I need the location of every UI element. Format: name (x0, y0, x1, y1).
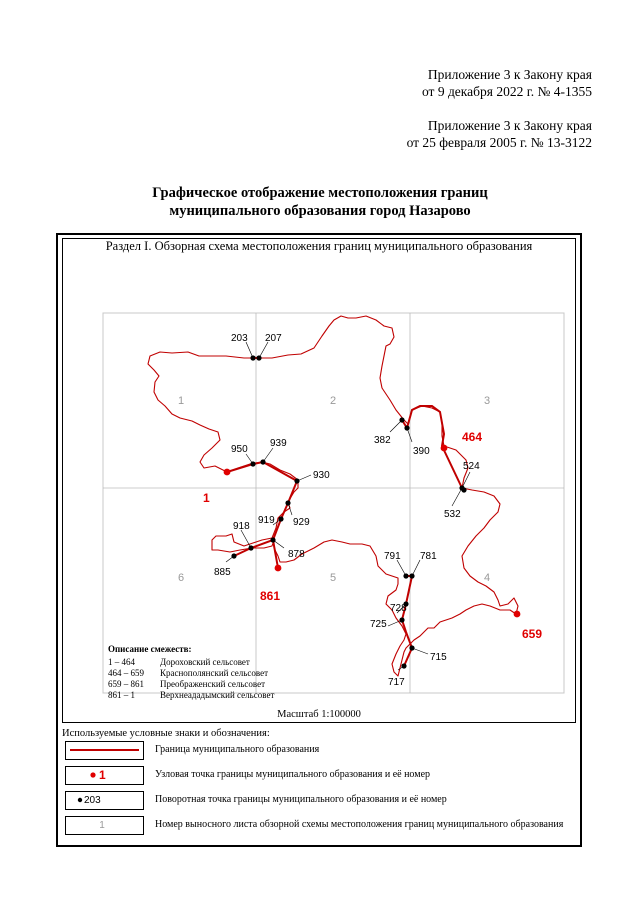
title-line-2: муниципального образования город Назарово (169, 203, 471, 219)
label-nodal-861: 861 (260, 589, 281, 603)
adjacency-name-3: Преображенский сельсовет (160, 679, 266, 689)
sheet-number-1: 1 (178, 395, 185, 407)
legend-text-nodal: Узловая точка границы муниципального образования и её номер (155, 769, 431, 780)
label-919: 919 (258, 515, 275, 526)
turning-point-939 (260, 459, 265, 464)
turning-point-950 (250, 461, 255, 466)
nodal-point-861 (275, 565, 282, 572)
legend-text-sheet: Номер выносного листа обзорной схемы местоположения границ муниципального образования (155, 819, 564, 830)
adjacency-range-3: 659 – 861 (108, 679, 144, 689)
label-791: 791 (384, 551, 401, 562)
nodal-point-659 (514, 611, 521, 618)
label-728: 728 (390, 603, 407, 614)
label-524: 524 (463, 461, 480, 472)
legend-nodal-label: 1 (99, 768, 106, 782)
label-930: 930 (313, 470, 330, 481)
sheet-number-5: 5 (330, 572, 337, 584)
turning-point-207 (256, 355, 261, 360)
leader-781 (412, 560, 420, 576)
turning-point-725 (399, 617, 404, 622)
legend-text-boundary: Граница муниципального образования (155, 744, 320, 755)
label-nodal-464: 464 (462, 430, 483, 444)
sheet-number-4: 4 (484, 572, 491, 584)
label-nodal-659: 659 (522, 627, 543, 641)
label-939: 939 (270, 438, 287, 449)
nodal-point-1 (224, 469, 231, 476)
label-725: 725 (370, 619, 387, 630)
label-918: 918 (233, 521, 250, 532)
annex-line-2: от 9 декабря 2022 г. № 4-1355 (421, 84, 592, 99)
leader-791 (397, 560, 406, 576)
legend-title: Используемые условные знаки и обозначения: (62, 728, 270, 739)
map-area-border (103, 313, 564, 693)
turning-point-203 (250, 355, 255, 360)
label-nodal-1: 1 (203, 491, 210, 505)
adjacency-name-2: Краснополянский сельсовет (160, 668, 269, 678)
label-878: 878 (288, 549, 305, 560)
leader-207 (259, 342, 268, 358)
turning-point-930 (294, 478, 299, 483)
label-390: 390 (413, 446, 430, 457)
adjacency-name-1: Дороховский сельсовет (160, 657, 250, 667)
title-line-1: Графическое отображение местоположения границ (152, 185, 488, 201)
turning-point-791 (403, 573, 408, 578)
label-950: 950 (231, 444, 248, 455)
legend-turning-label: 203 (84, 795, 101, 806)
turning-point-918 (248, 545, 253, 550)
label-207: 207 (265, 333, 282, 344)
sheet-number-3: 3 (484, 395, 491, 407)
nodal-point-464 (441, 445, 448, 452)
label-929: 929 (293, 517, 310, 528)
legend-box-turning (65, 791, 144, 810)
turning-point-390 (404, 425, 409, 430)
turning-point-781 (409, 573, 414, 578)
legend-box-boundary (65, 741, 144, 760)
leader-532 (452, 488, 462, 506)
label-885: 885 (214, 567, 231, 578)
label-781: 781 (420, 551, 437, 562)
turning-point-919 (278, 516, 283, 521)
turning-point-532 (461, 487, 466, 492)
label-715: 715 (430, 652, 447, 663)
legend-sheet-label: 1 (99, 820, 105, 831)
boundary-segment-east (402, 406, 462, 488)
sheet-number-2: 2 (330, 395, 337, 407)
leader-203 (246, 342, 253, 358)
turning-point-717 (401, 663, 406, 668)
boundary-segment-west (227, 462, 297, 556)
legend-box-nodal (65, 766, 144, 785)
adjacency-name-4: Верхнеададымский сельсовет (160, 690, 275, 700)
turning-point-885 (231, 553, 236, 558)
sheet-number-6: 6 (178, 572, 185, 584)
annex-line-1: Приложение 3 к Закону края (427, 67, 592, 82)
turning-point-878 (270, 537, 275, 542)
adjacency-range-2: 464 – 659 (108, 668, 144, 678)
scale-label: Масштаб 1:100000 (277, 709, 361, 720)
adjacency-range-4: 861 – 1 (108, 690, 135, 700)
annex-line-4: от 25 февраля 2005 г. № 13-3122 (406, 135, 592, 150)
section-title: Раздел I. Обзорная схема местоположения границ муниципального образования (105, 239, 533, 253)
legend-box-sheet (65, 816, 144, 835)
annex-line-3: Приложение 3 к Закону края (427, 118, 592, 133)
label-532: 532 (444, 509, 461, 520)
turning-point-382 (399, 417, 404, 422)
label-203: 203 (231, 333, 248, 344)
legend-text-turning: Поворотная точка границы муниципального образования и её номер (155, 794, 447, 805)
label-717: 717 (388, 677, 405, 688)
turning-point-929 (285, 500, 290, 505)
turning-point-715 (409, 645, 414, 650)
adjacency-title: Описание смежеств: (108, 644, 192, 654)
label-382: 382 (374, 435, 391, 446)
adjacency-range-1: 1 – 464 (108, 657, 135, 667)
